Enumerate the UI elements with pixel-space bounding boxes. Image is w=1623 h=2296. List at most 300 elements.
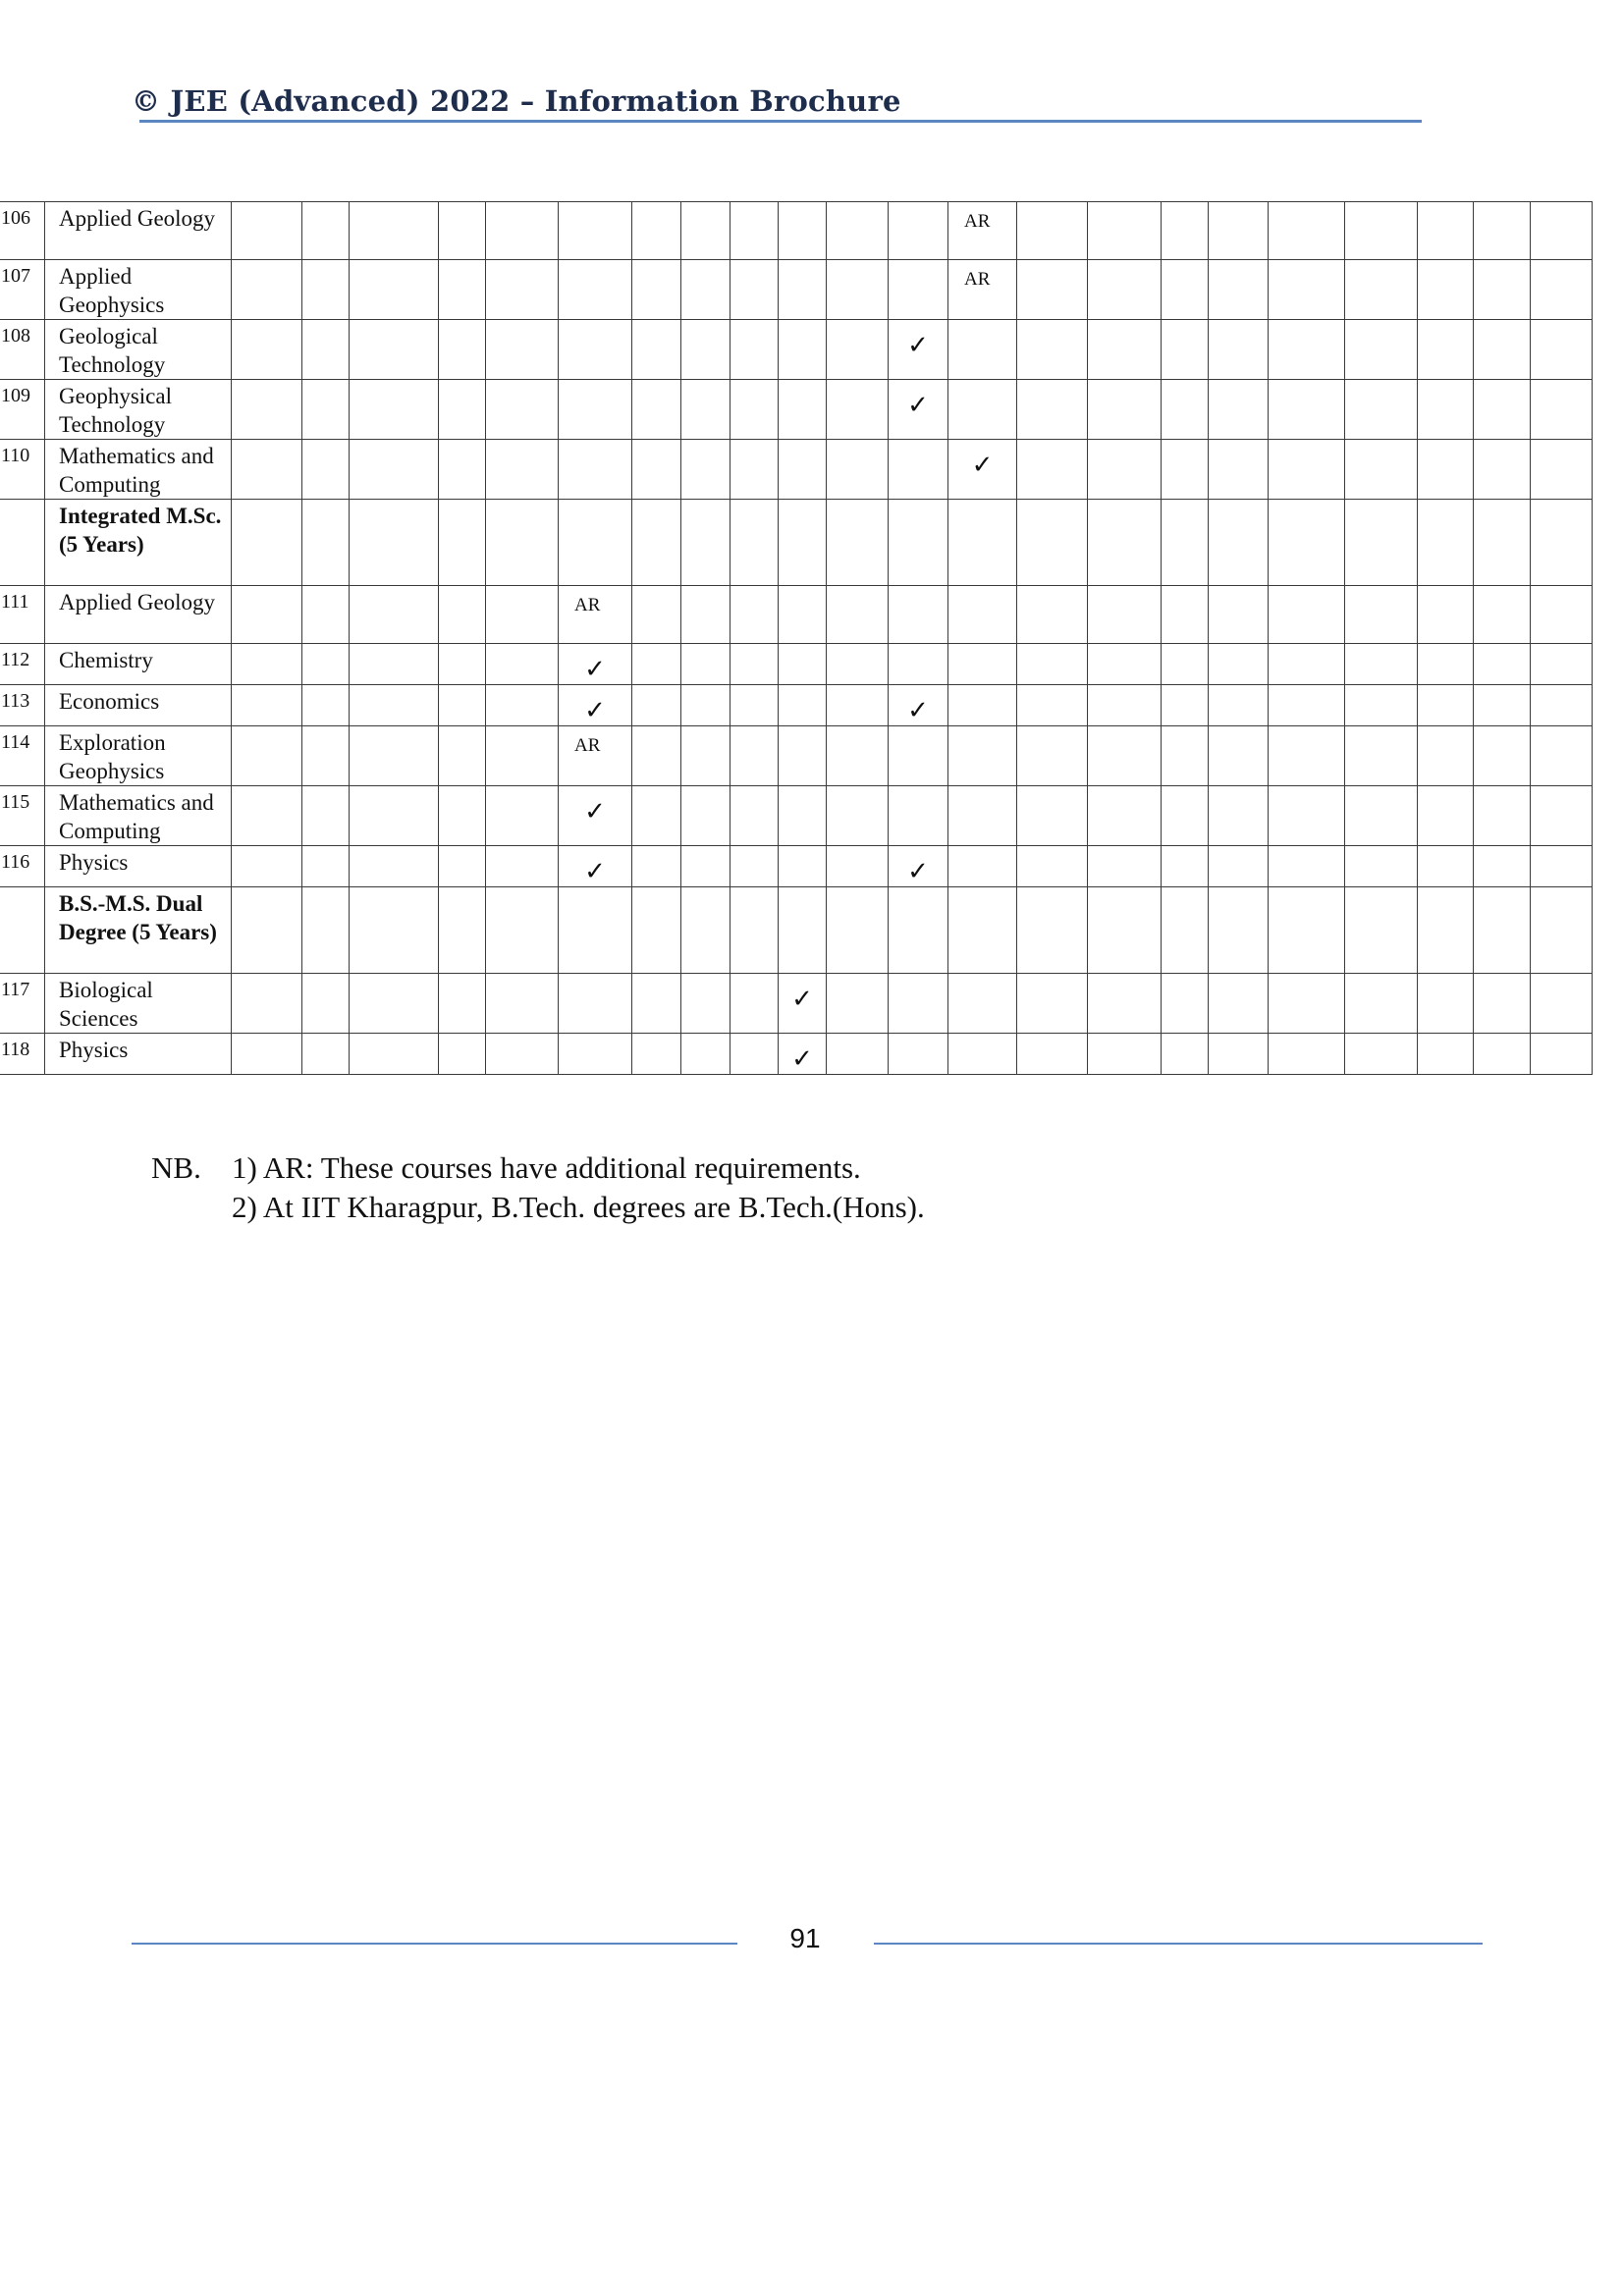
eligibility-cell <box>1017 320 1088 380</box>
eligibility-cell <box>1209 440 1269 500</box>
eligibility-cell <box>889 1034 948 1075</box>
checkmark-icon: ✓ <box>791 985 813 1014</box>
eligibility-cell <box>439 685 486 726</box>
eligibility-cell <box>350 260 439 320</box>
eligibility-cell <box>681 260 730 320</box>
eligibility-cell <box>1531 887 1593 974</box>
eligibility-cell <box>559 974 632 1034</box>
eligibility-cell <box>559 380 632 440</box>
eligibility-cell <box>559 500 632 586</box>
eligibility-cell <box>1345 887 1418 974</box>
eligibility-cell <box>1209 887 1269 974</box>
eligibility-cell <box>350 586 439 644</box>
table-row <box>0 380 1593 440</box>
eligibility-cell <box>486 786 559 846</box>
checkmark-icon: ✓ <box>907 857 929 886</box>
eligibility-cell <box>1209 644 1269 685</box>
table-row <box>0 685 1593 726</box>
eligibility-cell <box>948 320 1017 380</box>
eligibility-cell <box>486 586 559 644</box>
eligibility-cell <box>1209 974 1269 1034</box>
table-row <box>0 846 1593 887</box>
note-line: 1) AR: These courses have additional requirements. <box>232 1150 861 1185</box>
checkmark-icon: ✓ <box>584 696 606 725</box>
eligibility-cell <box>827 644 889 685</box>
eligibility-cell <box>948 644 1017 685</box>
eligibility-cell <box>730 202 779 260</box>
eligibility-cell <box>948 974 1017 1034</box>
eligibility-cell <box>1418 726 1474 786</box>
table-row <box>0 974 1593 1034</box>
eligibility-cell <box>1474 500 1531 586</box>
eligibility-cell <box>730 887 779 974</box>
table-row <box>0 202 1593 260</box>
eligibility-cell <box>632 685 681 726</box>
eligibility-cell <box>1269 786 1345 846</box>
eligibility-cell <box>1088 685 1162 726</box>
eligibility-cell <box>632 726 681 786</box>
eligibility-cell <box>1418 846 1474 887</box>
row-number: 117 <box>0 974 45 1034</box>
eligibility-cell <box>439 202 486 260</box>
eligibility-cell <box>1474 320 1531 380</box>
eligibility-cell <box>779 846 827 887</box>
eligibility-cell <box>1418 320 1474 380</box>
eligibility-cell <box>1345 786 1418 846</box>
eligibility-cell <box>486 260 559 320</box>
eligibility-cell <box>681 320 730 380</box>
eligibility-cell <box>681 846 730 887</box>
eligibility-cell <box>1345 726 1418 786</box>
eligibility-cell <box>1345 380 1418 440</box>
eligibility-cell <box>1418 887 1474 974</box>
eligibility-cell <box>559 320 632 380</box>
eligibility-cell <box>1017 586 1088 644</box>
eligibility-cell <box>1209 586 1269 644</box>
eligibility-cell <box>827 685 889 726</box>
eligibility-cell <box>1162 726 1209 786</box>
eligibility-cell <box>1474 586 1531 644</box>
eligibility-cell <box>681 685 730 726</box>
eligibility-cell <box>1418 586 1474 644</box>
eligibility-cell <box>681 644 730 685</box>
eligibility-cell <box>1162 846 1209 887</box>
eligibility-cell <box>1531 685 1593 726</box>
eligibility-cell <box>1269 586 1345 644</box>
eligibility-cell <box>1088 500 1162 586</box>
eligibility-cell <box>1418 644 1474 685</box>
eligibility-cell <box>1162 644 1209 685</box>
course-name: Geological Technology <box>45 320 232 380</box>
eligibility-cell <box>1209 500 1269 586</box>
eligibility-cell <box>559 1034 632 1075</box>
eligibility-cell <box>779 1034 827 1075</box>
eligibility-cell <box>730 260 779 320</box>
eligibility-cell <box>632 586 681 644</box>
eligibility-cell <box>1418 500 1474 586</box>
eligibility-cell <box>1269 726 1345 786</box>
eligibility-cell <box>948 260 1017 320</box>
eligibility-cell <box>350 726 439 786</box>
eligibility-cell <box>1017 726 1088 786</box>
eligibility-cell <box>948 726 1017 786</box>
eligibility-cell <box>1162 586 1209 644</box>
eligibility-cell <box>1345 320 1418 380</box>
eligibility-cell <box>681 786 730 846</box>
eligibility-cell <box>681 1034 730 1075</box>
checkmark-icon: ✓ <box>907 331 929 360</box>
eligibility-cell <box>1345 974 1418 1034</box>
eligibility-cell <box>1418 440 1474 500</box>
eligibility-cell <box>779 320 827 380</box>
eligibility-cell <box>1531 786 1593 846</box>
eligibility-cell <box>1531 846 1593 887</box>
row-number: 113 <box>0 685 45 726</box>
eligibility-cell <box>779 586 827 644</box>
eligibility-cell <box>1017 500 1088 586</box>
eligibility-cell <box>350 644 439 685</box>
eligibility-cell <box>1209 260 1269 320</box>
eligibility-cell <box>632 974 681 1034</box>
table-row <box>0 440 1593 500</box>
eligibility-cell <box>948 500 1017 586</box>
eligibility-cell <box>232 846 302 887</box>
eligibility-cell <box>232 786 302 846</box>
eligibility-cell <box>302 786 350 846</box>
eligibility-cell <box>889 846 948 887</box>
checkmark-icon: ✓ <box>907 391 929 420</box>
eligibility-cell <box>632 380 681 440</box>
eligibility-cell <box>730 1034 779 1075</box>
eligibility-cell <box>302 726 350 786</box>
eligibility-cell <box>486 846 559 887</box>
eligibility-cell <box>681 380 730 440</box>
eligibility-cell <box>350 202 439 260</box>
eligibility-cell <box>302 1034 350 1075</box>
eligibility-cell <box>827 380 889 440</box>
eligibility-cell <box>302 202 350 260</box>
eligibility-cell <box>232 202 302 260</box>
eligibility-cell <box>779 887 827 974</box>
eligibility-cell <box>1017 846 1088 887</box>
eligibility-cell <box>948 887 1017 974</box>
eligibility-cell <box>1418 260 1474 320</box>
eligibility-cell <box>439 887 486 974</box>
eligibility-cell <box>1088 644 1162 685</box>
eligibility-cell <box>1531 1034 1593 1075</box>
eligibility-cell <box>632 1034 681 1075</box>
eligibility-cell <box>1017 380 1088 440</box>
eligibility-cell <box>1531 644 1593 685</box>
eligibility-cell <box>779 500 827 586</box>
eligibility-cell <box>302 846 350 887</box>
eligibility-cell <box>779 786 827 846</box>
eligibility-cell <box>1162 380 1209 440</box>
table-row <box>0 500 1593 586</box>
checkmark-icon: ✓ <box>791 1044 813 1074</box>
eligibility-cell <box>730 500 779 586</box>
checkmark-icon: ✓ <box>584 655 606 684</box>
notes-label: NB. <box>151 1150 201 1185</box>
eligibility-cell <box>1531 500 1593 586</box>
eligibility-cell <box>1017 786 1088 846</box>
eligibility-cell <box>827 846 889 887</box>
eligibility-cell <box>1345 586 1418 644</box>
eligibility-cell <box>1017 1034 1088 1075</box>
table-row <box>0 887 1593 974</box>
eligibility-cell <box>350 974 439 1034</box>
ar-mark: AR <box>574 735 601 756</box>
eligibility-cell <box>232 500 302 586</box>
eligibility-cell <box>1209 726 1269 786</box>
eligibility-cell <box>302 320 350 380</box>
eligibility-cell <box>827 500 889 586</box>
eligibility-cell <box>1269 685 1345 726</box>
eligibility-cell <box>302 685 350 726</box>
eligibility-cell <box>1474 887 1531 974</box>
course-name: Chemistry <box>45 644 232 685</box>
eligibility-cell <box>1269 500 1345 586</box>
eligibility-cell <box>948 440 1017 500</box>
eligibility-cell <box>1474 786 1531 846</box>
eligibility-cell <box>730 726 779 786</box>
course-name: Mathematics and Computing <box>45 786 232 846</box>
eligibility-cell <box>1088 380 1162 440</box>
eligibility-cell <box>350 380 439 440</box>
checkmark-icon: ✓ <box>584 857 606 886</box>
eligibility-cell <box>1418 202 1474 260</box>
eligibility-cell <box>681 586 730 644</box>
eligibility-cell <box>632 440 681 500</box>
row-number: 118 <box>0 1034 45 1075</box>
table-row <box>0 786 1593 846</box>
eligibility-cell <box>1345 440 1418 500</box>
table-row <box>0 644 1593 685</box>
eligibility-cell <box>559 644 632 685</box>
eligibility-cell <box>486 440 559 500</box>
eligibility-cell <box>302 440 350 500</box>
eligibility-cell <box>1162 320 1209 380</box>
eligibility-cell <box>889 320 948 380</box>
eligibility-cell <box>632 260 681 320</box>
eligibility-cell <box>350 1034 439 1075</box>
eligibility-cell <box>1474 846 1531 887</box>
eligibility-cell <box>827 320 889 380</box>
eligibility-cell <box>1162 440 1209 500</box>
eligibility-cell <box>730 320 779 380</box>
eligibility-cell <box>889 440 948 500</box>
eligibility-cell <box>1017 974 1088 1034</box>
eligibility-cell <box>1269 202 1345 260</box>
eligibility-cell <box>730 440 779 500</box>
eligibility-cell <box>486 500 559 586</box>
table-row <box>0 586 1593 644</box>
course-name: Exploration Geophysics <box>45 726 232 786</box>
eligibility-cell <box>827 887 889 974</box>
eligibility-cell <box>779 644 827 685</box>
eligibility-cell <box>889 586 948 644</box>
eligibility-cell <box>1088 440 1162 500</box>
eligibility-cell <box>632 320 681 380</box>
eligibility-cell <box>350 320 439 380</box>
eligibility-cell <box>1017 887 1088 974</box>
eligibility-cell <box>559 685 632 726</box>
eligibility-cell <box>1088 320 1162 380</box>
course-name: Mathematics and Computing <box>45 440 232 500</box>
eligibility-cell <box>1017 440 1088 500</box>
eligibility-cell <box>1162 1034 1209 1075</box>
eligibility-cell <box>681 887 730 974</box>
eligibility-cell <box>889 500 948 586</box>
eligibility-cell <box>232 685 302 726</box>
course-name: Geophysical Technology <box>45 380 232 440</box>
eligibility-cell <box>779 685 827 726</box>
eligibility-cell <box>1088 786 1162 846</box>
eligibility-cell <box>1474 726 1531 786</box>
eligibility-cell <box>1269 974 1345 1034</box>
course-name: Applied Geophysics <box>45 260 232 320</box>
eligibility-cell <box>1474 260 1531 320</box>
eligibility-cell <box>232 586 302 644</box>
eligibility-cell <box>948 586 1017 644</box>
eligibility-cell <box>1531 380 1593 440</box>
eligibility-cell <box>1418 786 1474 846</box>
note-line: 2) At IIT Kharagpur, B.Tech. degrees are B.Tech.(Hons). <box>232 1190 925 1224</box>
eligibility-cell <box>350 500 439 586</box>
eligibility-cell <box>1088 887 1162 974</box>
eligibility-cell <box>232 644 302 685</box>
eligibility-cell <box>486 380 559 440</box>
row-number: 106 <box>0 202 45 260</box>
eligibility-cell <box>889 726 948 786</box>
eligibility-cell <box>827 202 889 260</box>
eligibility-cell <box>730 685 779 726</box>
eligibility-cell <box>439 320 486 380</box>
eligibility-cell <box>1474 202 1531 260</box>
checkmark-icon: ✓ <box>907 696 929 725</box>
eligibility-cell <box>1531 260 1593 320</box>
eligibility-cell <box>1017 202 1088 260</box>
eligibility-cell <box>779 380 827 440</box>
eligibility-cell <box>232 380 302 440</box>
eligibility-cell <box>632 644 681 685</box>
eligibility-cell <box>1088 974 1162 1034</box>
eligibility-cell <box>486 887 559 974</box>
eligibility-cell <box>1017 644 1088 685</box>
eligibility-cell <box>1474 974 1531 1034</box>
eligibility-cell <box>730 974 779 1034</box>
row-number: 110 <box>0 440 45 500</box>
eligibility-cell <box>1017 260 1088 320</box>
row-number: 107 <box>0 260 45 320</box>
eligibility-cell <box>827 586 889 644</box>
eligibility-cell <box>486 685 559 726</box>
eligibility-cell <box>439 586 486 644</box>
eligibility-cell <box>632 887 681 974</box>
eligibility-cell <box>681 974 730 1034</box>
eligibility-cell <box>681 500 730 586</box>
eligibility-cell <box>948 846 1017 887</box>
eligibility-cell <box>779 726 827 786</box>
checkmark-icon: ✓ <box>584 797 606 827</box>
eligibility-cell <box>779 440 827 500</box>
eligibility-cell <box>1418 380 1474 440</box>
eligibility-cell <box>632 202 681 260</box>
row-number: 111 <box>0 586 45 644</box>
eligibility-cell <box>779 974 827 1034</box>
ar-mark: AR <box>964 211 991 232</box>
footer-divider-left <box>132 1943 737 1945</box>
eligibility-cell <box>559 846 632 887</box>
eligibility-cell <box>232 440 302 500</box>
eligibility-cell <box>439 440 486 500</box>
eligibility-cell <box>1345 500 1418 586</box>
page-number: 91 <box>789 1923 821 1953</box>
eligibility-cell <box>559 887 632 974</box>
eligibility-cell <box>1269 846 1345 887</box>
eligibility-cell <box>439 380 486 440</box>
eligibility-cell <box>302 586 350 644</box>
eligibility-cell <box>1209 846 1269 887</box>
course-name: Biological Sciences <box>45 974 232 1034</box>
row-number: 112 <box>0 644 45 685</box>
eligibility-cell <box>559 726 632 786</box>
eligibility-cell <box>1345 1034 1418 1075</box>
eligibility-cell <box>1531 726 1593 786</box>
eligibility-cell <box>1531 202 1593 260</box>
eligibility-cell <box>889 644 948 685</box>
eligibility-cell <box>439 644 486 685</box>
eligibility-cell <box>1269 380 1345 440</box>
course-name: Physics <box>45 1034 232 1075</box>
eligibility-cell <box>1345 644 1418 685</box>
eligibility-cell <box>559 586 632 644</box>
eligibility-cell <box>889 380 948 440</box>
eligibility-cell <box>948 380 1017 440</box>
eligibility-cell <box>1088 726 1162 786</box>
course-name: Physics <box>45 846 232 887</box>
eligibility-cell <box>779 260 827 320</box>
eligibility-cell <box>232 320 302 380</box>
eligibility-cell <box>439 846 486 887</box>
eligibility-cell <box>439 500 486 586</box>
footer-divider-right <box>874 1943 1483 1945</box>
eligibility-cell <box>350 685 439 726</box>
eligibility-cell <box>1209 685 1269 726</box>
eligibility-cell <box>1162 974 1209 1034</box>
eligibility-cell <box>302 260 350 320</box>
eligibility-cell <box>350 846 439 887</box>
eligibility-cell <box>439 260 486 320</box>
table-row <box>0 320 1593 380</box>
eligibility-cell <box>1345 685 1418 726</box>
table-row <box>0 260 1593 320</box>
eligibility-cell <box>1474 685 1531 726</box>
course-name: Economics <box>45 685 232 726</box>
eligibility-cell <box>730 586 779 644</box>
eligibility-cell <box>1345 202 1418 260</box>
eligibility-cell <box>1474 380 1531 440</box>
row-number: 115 <box>0 786 45 846</box>
eligibility-cell <box>681 726 730 786</box>
row-number: 108 <box>0 320 45 380</box>
course-name: Applied Geology <box>45 586 232 644</box>
eligibility-cell <box>1269 320 1345 380</box>
eligibility-cell <box>1088 846 1162 887</box>
eligibility-cell <box>302 887 350 974</box>
eligibility-cell <box>1209 380 1269 440</box>
eligibility-cell <box>889 786 948 846</box>
